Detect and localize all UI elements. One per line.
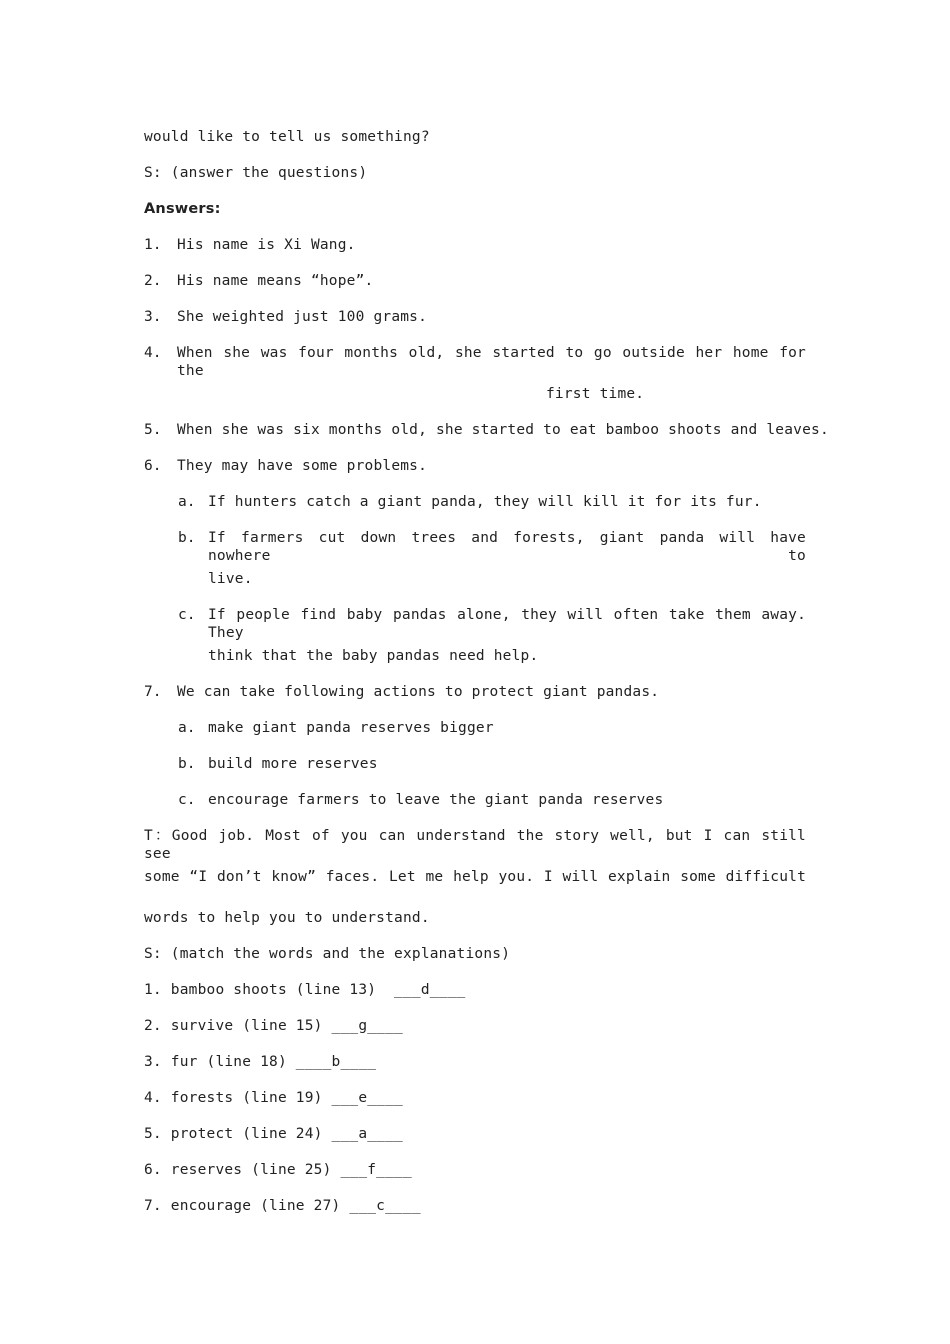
answer-number: 6. [144,458,162,474]
problem-letter: c. [178,607,196,623]
problem-continuation: think that the baby pandas need help. [208,648,539,664]
action-letter: c. [178,792,196,808]
answer-number: 1. [144,237,162,253]
teacher-line: words to help you to understand. [144,910,430,926]
answer-number: 7. [144,684,162,700]
problem-text: If people find baby pandas alone, they will often take them away. They [208,607,806,641]
answer-text: She weighted just 100 grams. [177,309,428,325]
answer-number: 2. [144,273,162,289]
answer-number: 4. [144,345,162,361]
answer-text: His name means “hope”. [177,273,374,289]
problem-text: If farmers cut down trees and forests, giant panda will have nowhere to [208,530,806,564]
answer-text: They may have some problems. [177,458,428,474]
answer-number: 3. [144,309,162,325]
answer-text: His name is Xi Wang. [177,237,356,253]
action-text: make giant panda reserves bigger [208,720,494,736]
answer-text: We can take following actions to protect giant pandas. [177,684,660,700]
answer-number: 5. [144,422,162,438]
problem-letter: a. [178,494,196,510]
teacher-line: some “I don’t know” faces. Let me help you. I will explain some difficult [144,869,806,885]
action-text: build more reserves [208,756,378,772]
match-instruction: S: (match the words and the explanations) [144,946,511,962]
answer-text: When she was four months old, she started to go outside her home for the [177,345,806,379]
match-item: 3. fur (line 18) ____b____ [144,1054,377,1070]
action-letter: b. [178,756,196,772]
teacher-line: T：Good job. Most of you can understand the story well, but I can still see [144,828,806,862]
answers-heading: Answers: [144,201,221,217]
match-item: 1. bamboo shoots (line 13) ___d____ [144,982,466,998]
action-letter: a. [178,720,196,736]
action-text: encourage farmers to leave the giant panda reserves [208,792,664,808]
problem-text: If hunters catch a giant panda, they will kill it for its fur. [208,494,762,510]
student-instruction: S: (answer the questions) [144,165,368,181]
match-item: 7. encourage (line 27) ___c____ [144,1198,421,1214]
answer-continuation: first time. [546,386,645,402]
match-item: 4. forests (line 19) ___e____ [144,1090,403,1106]
intro-line: would like to tell us something? [144,129,430,145]
answer-text: When she was six months old, she started to eat bamboo shoots and leaves. [177,422,829,438]
problem-continuation: live. [208,571,253,587]
match-item: 5. protect (line 24) ___a____ [144,1126,403,1142]
match-item: 2. survive (line 15) ___g____ [144,1018,403,1034]
problem-letter: b. [178,530,196,546]
match-item: 6. reserves (line 25) ___f____ [144,1162,412,1178]
